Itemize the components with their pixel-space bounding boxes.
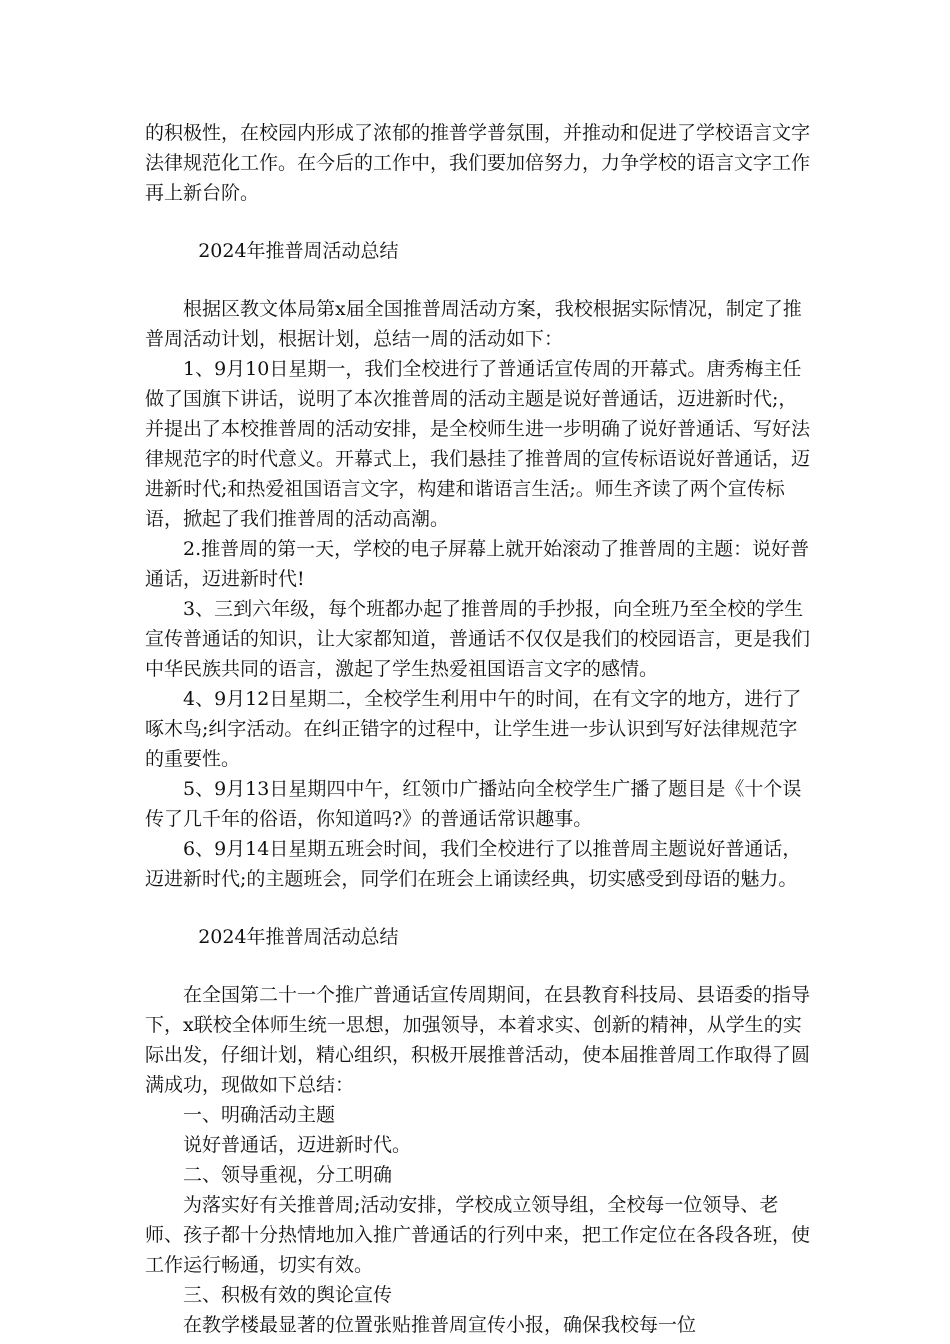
paragraph-intro-continued: 的积极性，在校园内形成了浓郁的推普学普氛围，并推动和促进了学校语言文字法律规范化工作。在今后的工作中，我们要加倍努力，力争学校的语言文字工作再上新台阶。 xyxy=(145,122,811,204)
paragraph-theme: 说好普通话，迈进新时代。 xyxy=(183,1134,412,1156)
section-heading-1: 2024年推普周活动总结 xyxy=(198,240,399,262)
paragraph-publicity: 在教学楼最显著的位置张贴推普周宣传小报，确保我校每一位 xyxy=(183,1314,697,1336)
section-heading-2: 2024年推普周活动总结 xyxy=(198,926,399,948)
paragraph-item-6: 6、9月14日星期五班会时间，我们全校进行了以推普周主题说好普通话，迈进新时代;的主题班会，同学们在班会上诵读经典，切实感受到母语的魅力。 xyxy=(145,838,802,890)
paragraph-plan: 根据区教文体局第x届全国推普周活动方案，我校根据实际情况，制定了推普周活动计划，根据计划，总结一周的活动如下： xyxy=(145,298,802,350)
paragraph-item-2: 2.推普周的第一天，学校的电子屏幕上就开始滚动了推普周的主题：说好普通话，迈进新时代! xyxy=(145,538,810,590)
document-page xyxy=(145,118,815,1340)
paragraph-item-4: 4、9月12日星期二，全校学生利用中午的时间，在有文字的地方，进行了啄木鸟;纠字活动。在纠正错字的过程中，让学生进一步认识到写好法律规范字的重要性。 xyxy=(145,688,802,770)
paragraph-overview: 在全国第二十一个推广普通话宣传周期间，在县教育科技局、县语委的指导下，x联校全体师生统一思想，加强领导，本着求实、创新的精神，从学生的实际出发，仔细计划，精心组织，积极开展推普活动，使本届推普周工作取得了圆满成功，现做如下总结： xyxy=(145,984,811,1096)
spacer xyxy=(145,952,815,980)
subheading-theme: 一、明确活动主题 xyxy=(183,1104,336,1126)
paragraph-leadership: 为落实好有关推普周;活动安排，学校成立领导组，全校每一位领导、老师、孩子都十分热情地加入推广普通话的行列中来，把工作定位在各段各班，使工作运行畅通，切实有效。 xyxy=(145,1194,811,1276)
spacer xyxy=(145,894,815,922)
subheading-publicity: 三、积极有效的舆论宣传 xyxy=(183,1284,393,1306)
subheading-leadership: 二、领导重视，分工明确 xyxy=(183,1164,393,1186)
paragraph-item-3: 3、三到六年级，每个班都办起了推普周的手抄报，向全班乃至全校的学生宣传普通话的知识，让大家都知道，普通话不仅仅是我们的校园语言，更是我们中华民族共同的语言，激起了学生热爱祖国语言文字的感情。 xyxy=(145,598,811,680)
paragraph-item-5: 5、9月13日星期四中午，红领巾广播站向全校学生广播了题目是《十个误传了几千年的俗语，你知道吗?》的普通话常识趣事。 xyxy=(145,778,802,830)
spacer xyxy=(145,208,815,236)
spacer xyxy=(145,266,815,294)
paragraph-item-1: 1、9月10日星期一，我们全校进行了普通话宣传周的开幕式。唐秀梅主任做了国旗下讲话，说明了本次推普周的活动主题是说好普通话，迈进新时代;，并提出了本校推普周的活动安排，是全校师生进一步明确了说好普通话、写好法律规范字的时代意义。开幕式上，我们悬挂了推普周的宣传标语说好普通话，迈进新时代;和热爱祖国语言文字，构建和谐语言生活;。师生齐读了两个宣传标语，掀起了我们推普周的活动高潮。 xyxy=(145,358,811,530)
